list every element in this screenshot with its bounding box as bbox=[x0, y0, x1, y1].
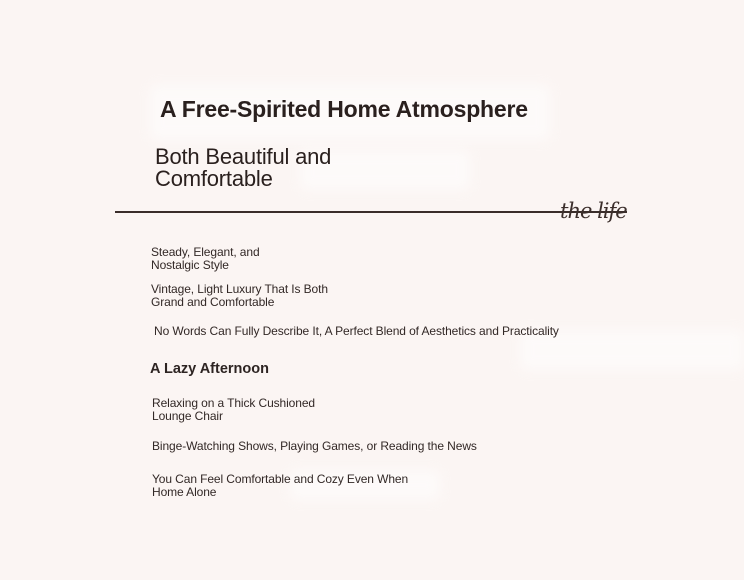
afternoon-item-line: Home Alone bbox=[152, 485, 217, 499]
feature-item-line: Nostalgic Style bbox=[151, 258, 229, 272]
afternoon-item-line: You Can Feel Comfortable and Cozy Even When bbox=[152, 472, 409, 486]
afternoon-item bbox=[152, 473, 408, 499]
divider-line bbox=[115, 211, 627, 213]
feature-item-line: Grand and Comfortable bbox=[151, 295, 275, 309]
tagline: the life bbox=[560, 199, 627, 223]
feature-item-line: Vintage, Light Luxury That Is Both bbox=[151, 282, 328, 296]
page-subtitle-line: Both Beautiful and bbox=[155, 144, 332, 169]
afternoon-item-line: Relaxing on a Thick Cushioned bbox=[152, 396, 315, 410]
section-title: A Lazy Afternoon bbox=[150, 361, 269, 377]
afternoon-item: Binge-Watching Shows, Playing Games, or Reading the News bbox=[152, 439, 477, 453]
feature-item-line: Steady, Elegant, and bbox=[151, 245, 260, 259]
afternoon-item bbox=[152, 397, 315, 423]
feature-item: No Words Can Fully Describe It, A Perfect Blend of Aesthetics and Practicality bbox=[154, 324, 559, 338]
page-subtitle bbox=[155, 146, 331, 190]
page-subtitle-line: Comfortable bbox=[155, 166, 273, 191]
feature-item bbox=[151, 283, 328, 309]
afternoon-item-line: Lounge Chair bbox=[152, 409, 223, 423]
feature-item bbox=[151, 246, 260, 272]
page-title: A Free-Spirited Home Atmosphere bbox=[160, 96, 528, 122]
